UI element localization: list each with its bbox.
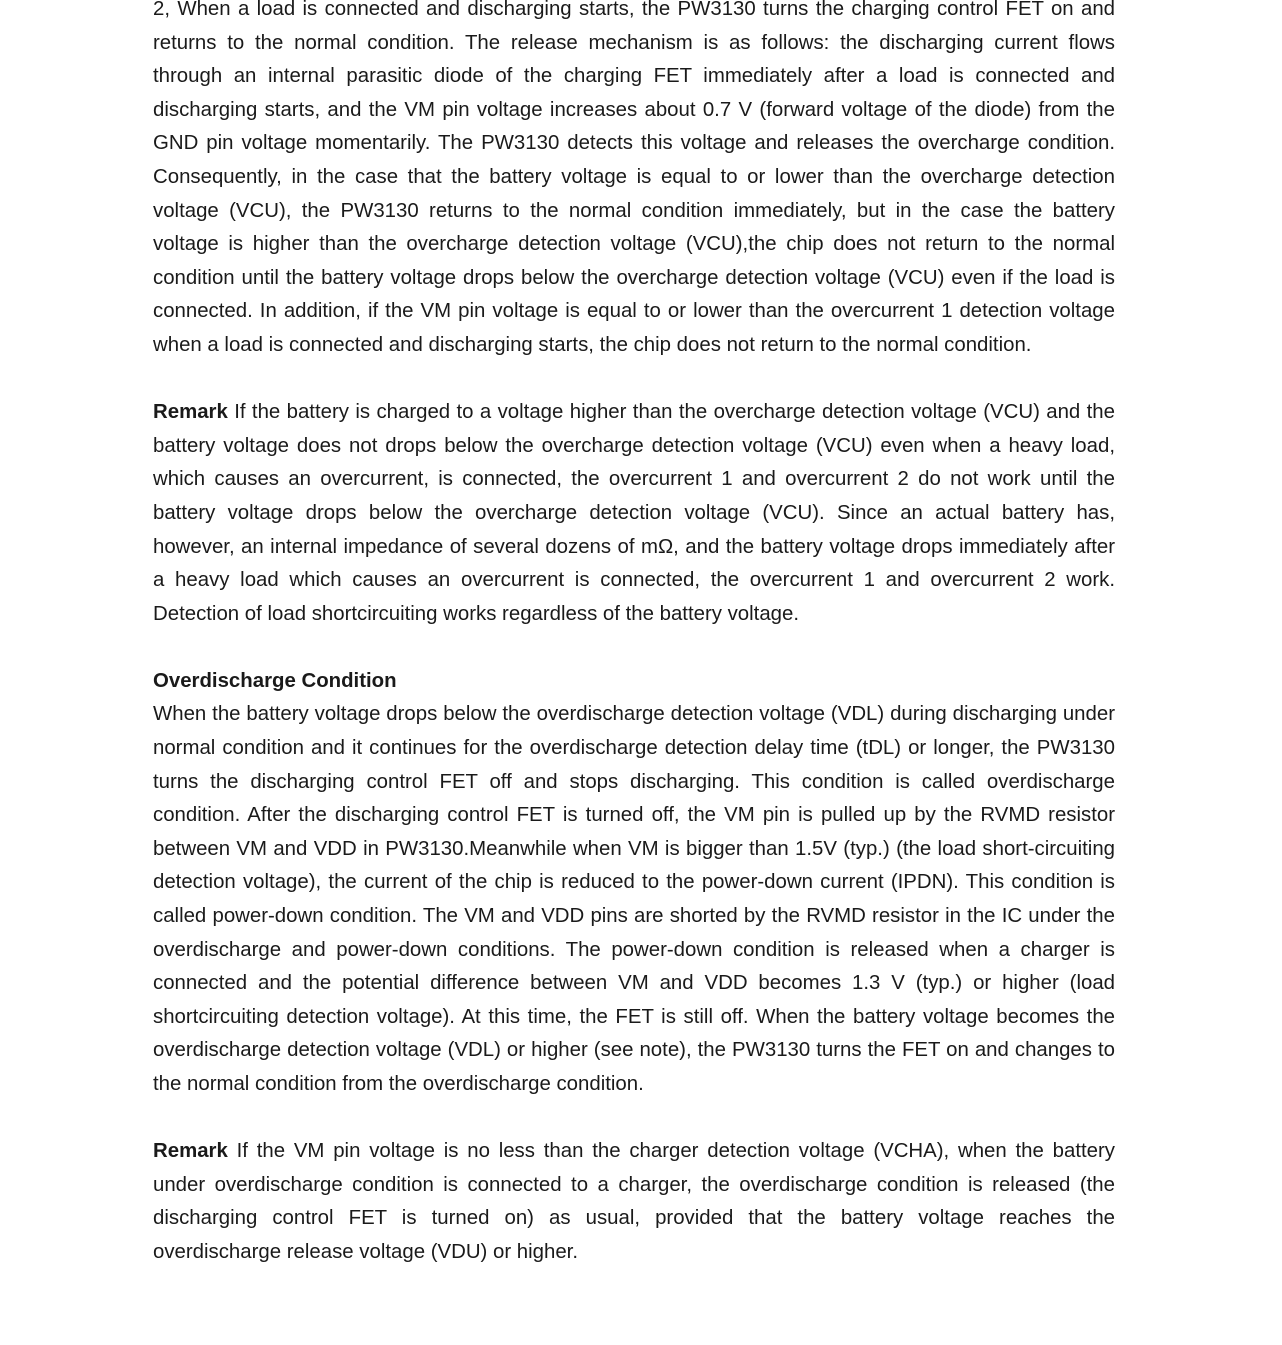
overcharge-release-paragraph: 2, When a load is connected and discharging starts, the PW3130 turns the charging control FET on and returns to the normal condition. The release mechanism is as follows: the discharging current flows through an internal parasitic diode of the charging FET immediately after a load is connected and discharging starts, and the VM pin voltage increases about 0.7 V (forward voltage of the diode) from the GND pin voltage momentarily. The PW3130 detects this voltage and releases the overcharge condition. Consequently, in the case that the battery voltage is equal to or lower than the overcharge detection voltage (VCU), the PW3130 returns to the normal condition immediately, but in the case the battery voltage is higher than the overcharge detection voltage (VCU),the chip does not return to the normal condition until the battery voltage drops below the overcharge detection voltage (VCU) even if the load is connected. In addition, if the VM pin voltage is equal to or lower than the overcurrent 1 detection voltage when a load is connected and discharging starts, the chip does not return to the normal condition. (153, 0, 1115, 356)
remark-label: Remark (153, 1140, 228, 1163)
paragraph-gap (153, 631, 1115, 665)
document-page (153, 0, 1115, 1270)
paragraph-gap (153, 1102, 1115, 1136)
overdischarge-paragraph: When the battery voltage drops below the overdischarge detection voltage (VDL) during discharging under normal condition and it continues for the overdischarge detection delay time (tDL) or longer, the PW3130 turns the discharging control FET off and stops discharging. This condition is called overdischarge condition. After the discharging control FET is turned off, the VM pin is pulled up by the RVMD resistor between VM and VDD in PW3130.Meanwhile when VM is bigger than 1.5V (typ.) (the load short-circuiting detection voltage), the current of the chip is reduced to the power-down current (IPDN). This condition is called power-down condition. The VM and VDD pins are shorted by the RVMD resistor in the IC under the overdischarge and power-down conditions. The power-down condition is released when a charger is connected and the potential difference between VM and VDD becomes 1.3 V (typ.) or higher (load shortcircuiting detection voltage). At this time, the FET is still off. When the battery voltage becomes the overdischarge detection voltage (VDL) or higher (see note), the PW3130 turns the FET on and changes to the normal condition from the overdischarge condition. (153, 703, 1115, 1095)
paragraph-gap (153, 363, 1115, 397)
remark-paragraph-1 (153, 396, 1115, 631)
remark-label: Remark (153, 401, 228, 424)
remark-text: If the battery is charged to a voltage higher than the overcharge detection voltage (VCU) and the battery voltage does not drops below the overcharge detection voltage (VCU) even when a heavy load, which causes an overcurrent, is connected, the overcurrent 1 and overcurrent 2 do not work until the battery voltage drops below the overcharge detection voltage (VCU). Since an actual battery has, however, an internal impedance of several dozens of mΩ, and the battery voltage drops immediately after a heavy load which causes an overcurrent is connected, the overcurrent 1 and overcurrent 2 work. Detection of load shortcircuiting works regardless of the battery voltage. (153, 401, 1115, 625)
remark-paragraph-2 (153, 1135, 1115, 1269)
section-heading-overdischarge: Overdischarge Condition (153, 669, 397, 692)
remark-text: If the VM pin voltage is no less than the charger detection voltage (VCHA), when the battery under overdischarge condition is connected to a charger, the overdischarge condition is released (the discharging control FET is turned on) as usual, provided that the battery voltage reaches the overdischarge release voltage (VDU) or higher. (153, 1140, 1115, 1263)
